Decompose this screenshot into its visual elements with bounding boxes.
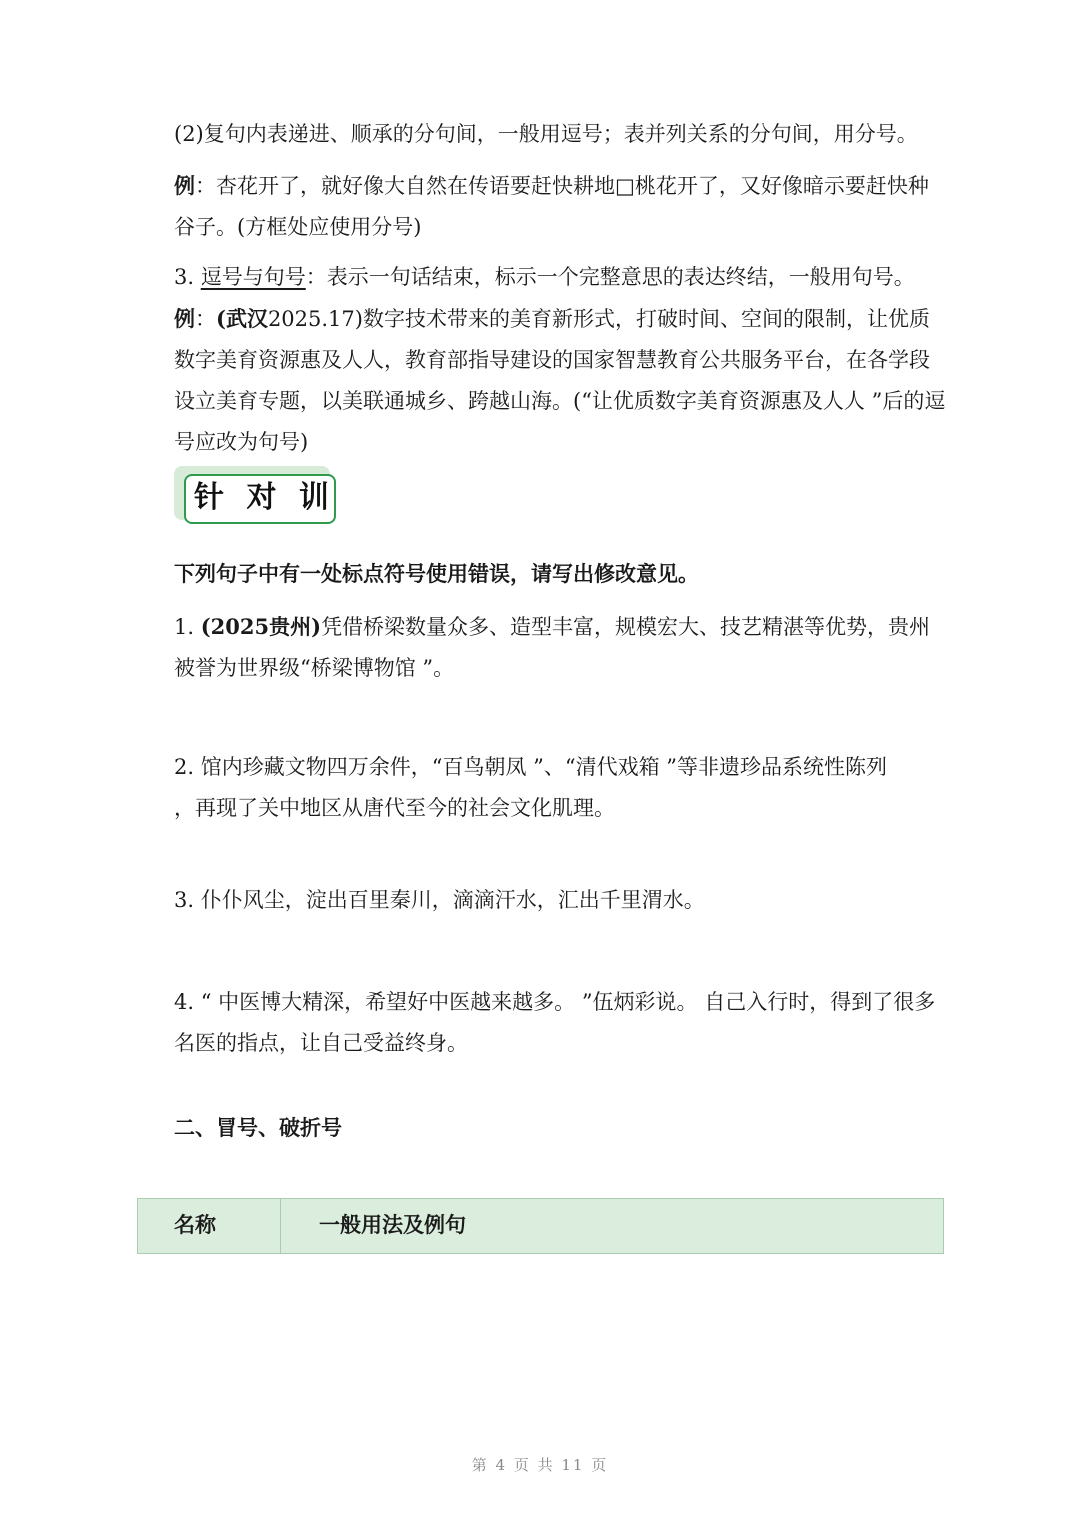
question-2 — [174, 747, 946, 829]
question-2-number: 2. — [174, 755, 195, 779]
rule-3-number: 3. — [174, 265, 195, 289]
example-2-source-rest: 2025.17) — [267, 307, 363, 331]
rule-2-paragraph — [174, 114, 946, 155]
example-1-label: 例 — [174, 173, 195, 198]
rule-3-paragraph — [174, 257, 946, 298]
example-2-text: 数字技术带来的美育新形式，打破时间、空间的限制，让优质数字美育资源惠及人人，教育部指导建设的国家智慧教育公共服务平台，在各学段设立美育专题，以美联通城乡、跨越山海。(“让优质数字美育资源惠及人人 ”后的逗号应改为句号) — [174, 307, 946, 454]
practice-section-badge — [174, 466, 344, 530]
question-1 — [174, 606, 946, 689]
question-1-source: (2025贵州) — [200, 614, 322, 639]
instruction-text: 下列句子中有一处标点符号使用错误，请写出修改意见。 — [174, 562, 699, 586]
example-2-label: 例 — [174, 306, 195, 331]
example-2-paragraph — [174, 298, 946, 463]
section-2-heading: 二、冒号、破折号 — [174, 1116, 342, 1140]
question-2-text-line-1: 馆内珍藏文物四万余件，“百鸟朝凤 ”、“清代戏箱 ”等非遗珍品系统性陈列 — [200, 755, 888, 779]
example-2-source-open: ( — [216, 306, 226, 331]
table-header-name: 名称 — [138, 1199, 281, 1253]
question-3 — [174, 880, 946, 921]
question-4 — [174, 982, 946, 1064]
table-header-usage: 一般用法及例句 — [319, 1213, 466, 1237]
question-3-number: 3. — [174, 888, 195, 912]
badge-title: 针 对 训 — [194, 480, 335, 515]
example-2-source-place: 武汉 — [225, 306, 268, 331]
page-footer: 第 4 页 共 11 页 — [471, 1456, 609, 1474]
question-3-text: 仆仆风尘，淀出百里秦川，滴滴汗水，汇出千里渭水。 — [200, 888, 705, 912]
rule-2-text: (2)复句内表递进、顺承的分句间，一般用逗号；表并列关系的分句间，用分号。 — [174, 122, 918, 146]
example-1-paragraph — [174, 165, 946, 248]
example-2-colon: ： — [195, 307, 216, 331]
question-2-line-1 — [174, 747, 946, 788]
question-2-line-2: ，再现了关中地区从唐代至今的社会文化肌理。 — [174, 796, 615, 820]
question-4-text: “ 中医博大精深，希望好中医越来越多。 ”伍炳彩说。 自己入行时，得到了很多名医的指点，让自己受益终身。 — [174, 990, 936, 1055]
example-1-text: ：杏花开了，就好像大自然在传语要赶快耕地□桃花开了，又好像暗示要赶快种谷子。(方框处应使用分号) — [174, 174, 929, 239]
question-1-number: 1. — [174, 615, 195, 639]
rule-3-term: 逗号与句号 — [200, 265, 306, 289]
question-1-text: 凭借桥梁数量众多、造型丰富，规模宏大、技艺精湛等优势，贵州被誉为世界级“桥梁博物馆 ”。 — [174, 615, 931, 680]
question-4-number: 4. — [174, 990, 195, 1014]
usage-table-header — [137, 1198, 944, 1254]
rule-3-text: ：表示一句话结束，标示一个完整意思的表达终结，一般用句号。 — [305, 265, 915, 289]
